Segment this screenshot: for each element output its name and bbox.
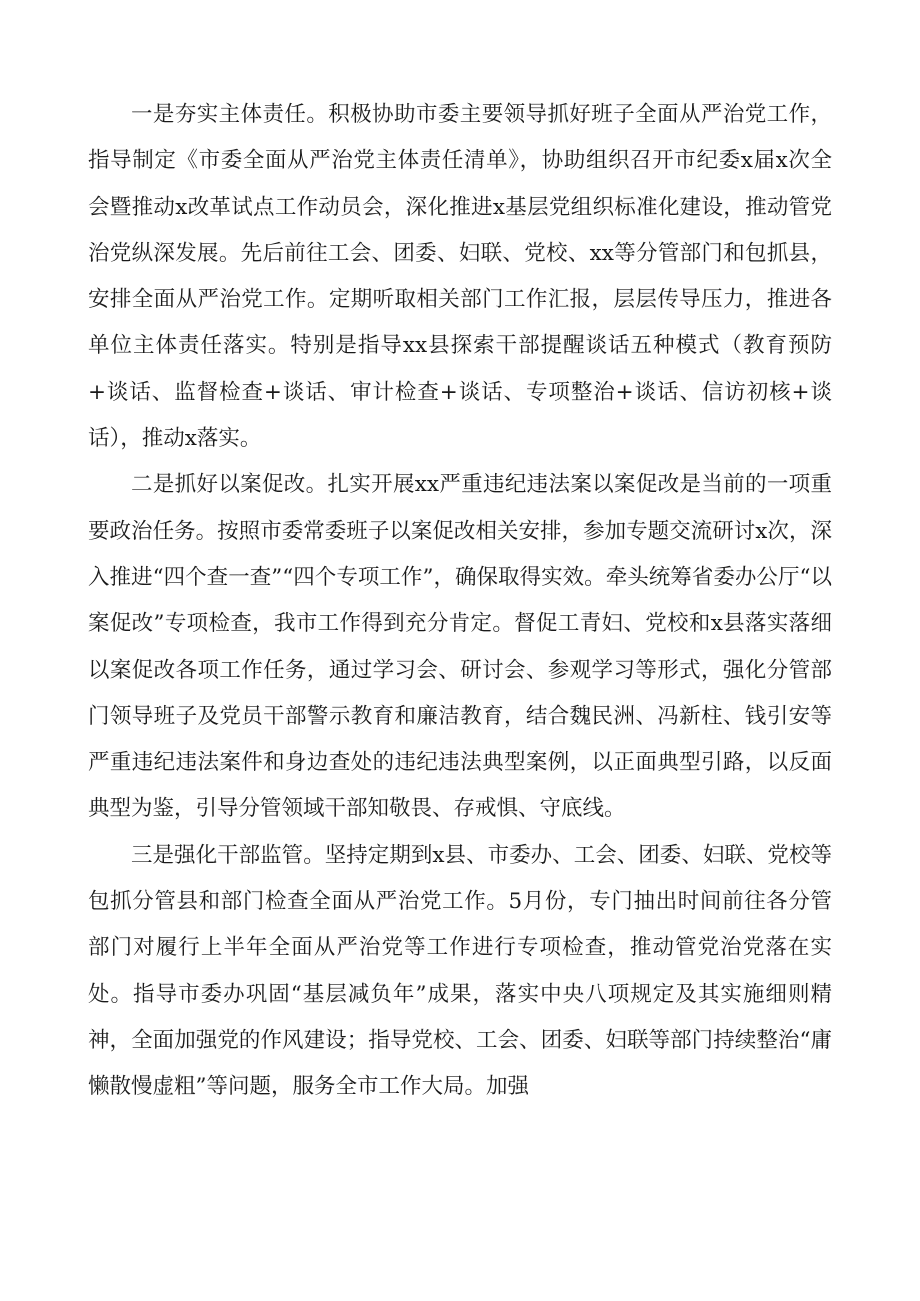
- paragraph-2-lead: 二是抓好以案促改。: [131, 472, 328, 498]
- document-body: [88, 92, 832, 1111]
- paragraph-1-lead: 一是夯实主体责任。: [131, 102, 329, 127]
- paragraph-1: [88, 92, 832, 462]
- paragraph-3: [88, 833, 832, 1111]
- paragraph-2-body: 扎实开展xx严重违纪违法案以案促改是当前的一项重要政治任务。按照市委常委班子以案促改相关安排，参加专题交流研讨x次，深入推进“四个查一查”“四个专项工作”，确保取得实效。牵头统筹省委办公厅“以案促改”专项检查，我市工作得到充分肯定。督促工青妇、党校和x县落实落细以案促改各项工作任务，通过学习会、研讨会、参观学习等形式，强化分管部门领导班子及党员干部警示教育和廉洁教育，结合魏民洲、冯新柱、钱引安等严重违纪违法案件和身边查处的违纪违法典型案例，以正面典型引路，以反面典型为鉴，引导分管领域干部知敬畏、存戒惧、守底线。: [88, 472, 832, 822]
- paragraph-3-body: 坚持定期到x县、市委办、工会、团委、妇联、党校等包抓分管县和部门检查全面从严治党工作。5月份，专门抽出时间前往各分管部门对履行上半年全面从严治党等工作进行专项检查，推动管党治党落在实处。指导市委办巩固“基层减负年”成果，落实中央八项规定及其实施细则精神，全面加强党的作风建设；指导党校、工会、团委、妇联等部门持续整治“庸懒散慢虚粗”等问题，服务全市工作大局。加强: [88, 842, 832, 1100]
- paragraph-1-body: 积极协助市委主要领导抓好班子全面从严治党工作，指导制定《市委全面从严治党主体责任清单》，协助组织召开市纪委x届x次全会暨推动x改革试点工作动员会，深化推进x基层党组织标准化建设，推动管党治党纵深发展。先后前往工会、团委、妇联、党校、xx等分管部门和包抓县，安排全面从严治党工作。定期听取相关部门工作汇报，层层传导压力，推进各单位主体责任落实。特别是指导xx县探索干部提醒谈话五种模式（教育预防+谈话、监督检查+谈话、审计检查+谈话、专项整治+谈话、信访初核+谈话），推动x落实。: [88, 102, 832, 452]
- paragraph-3-lead: 三是强化干部监管。: [131, 842, 325, 868]
- paragraph-2: [88, 462, 832, 832]
